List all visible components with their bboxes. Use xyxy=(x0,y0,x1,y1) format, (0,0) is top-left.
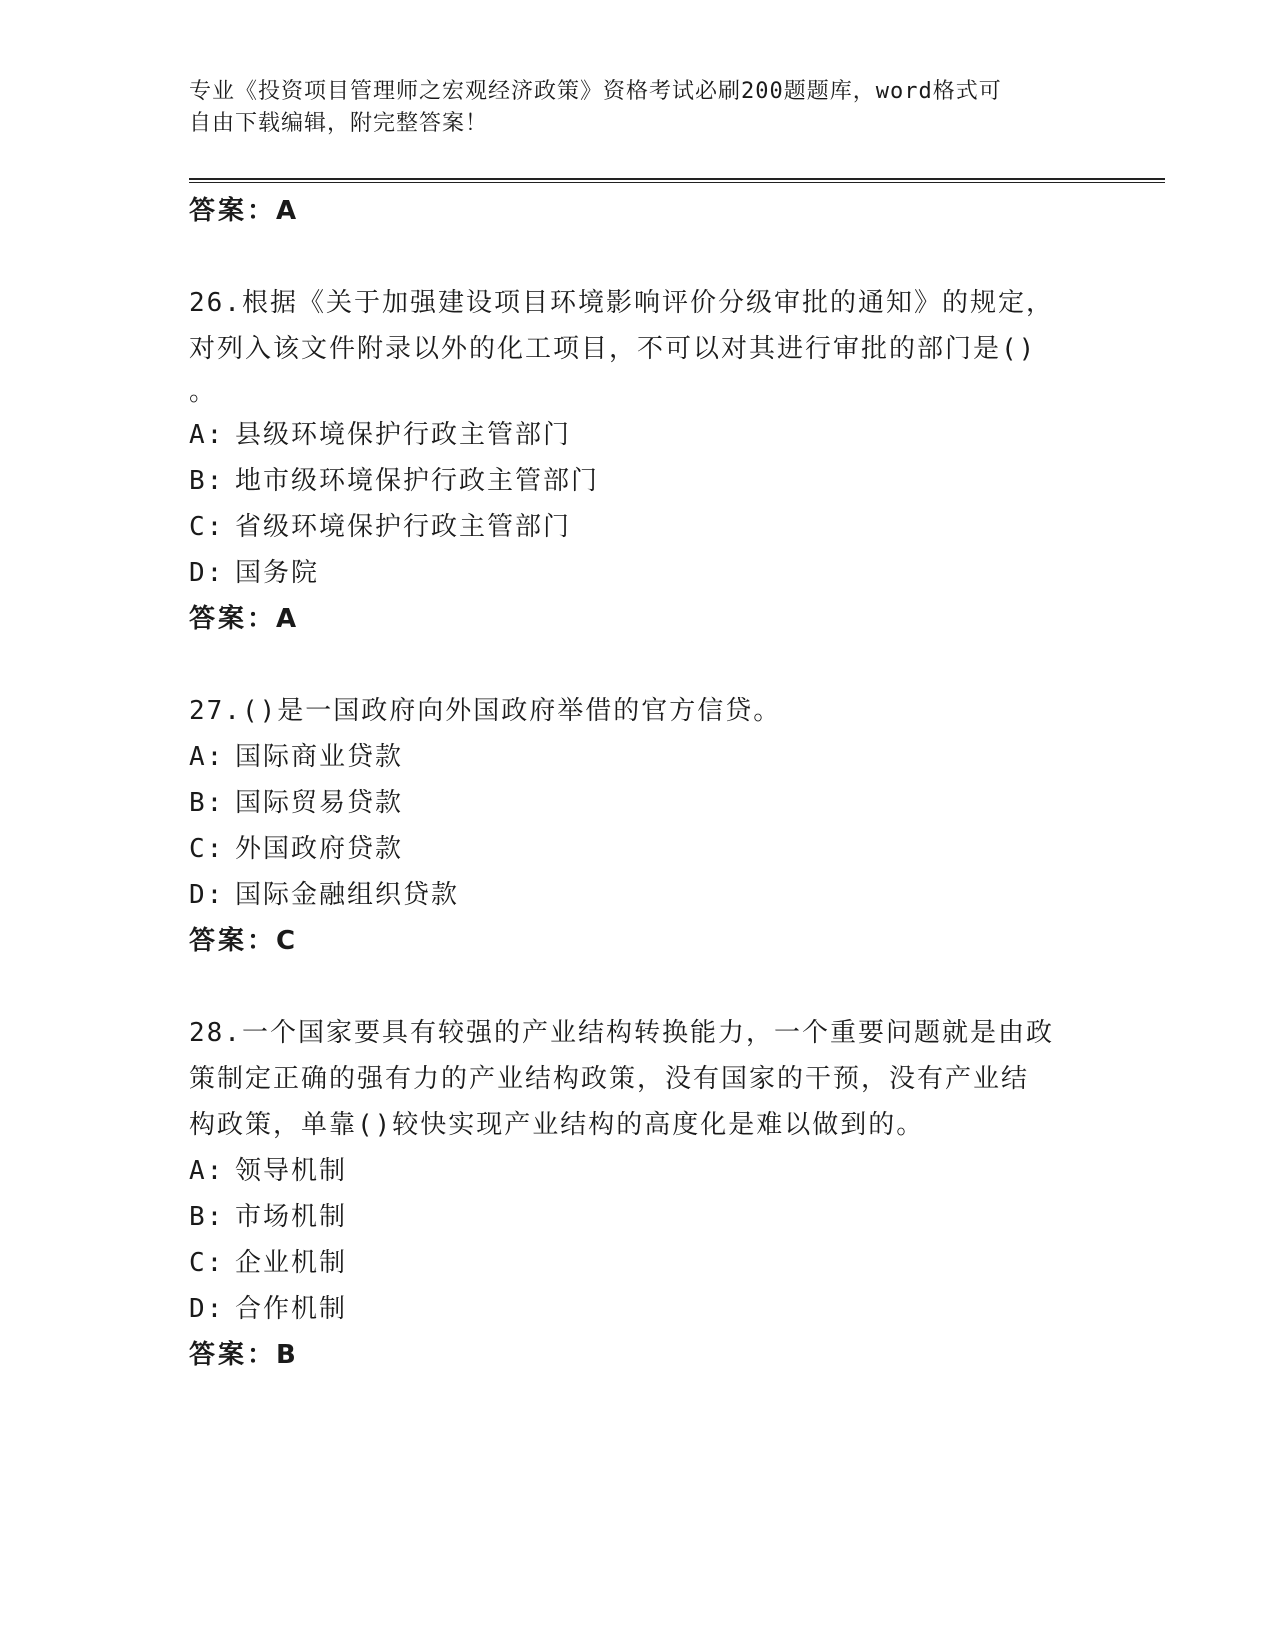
option-text: 国际商业贷款 xyxy=(235,742,404,772)
question-stem-line: 28.一个国家要具有较强的产业结构转换能力，一个重要问题就是由政 xyxy=(189,1018,1054,1048)
option-a xyxy=(189,734,1089,780)
question-stem-line: 。 xyxy=(189,377,218,407)
option-text: 合作机制 xyxy=(235,1294,348,1324)
option-key: C: xyxy=(189,834,225,864)
question-stem-line: 策制定正确的强有力的产业结构政策，没有国家的干预，没有产业结 xyxy=(189,1064,1030,1094)
answer-line: 答案：B xyxy=(189,1340,299,1370)
option-key: C: xyxy=(189,1248,225,1278)
option-b xyxy=(189,458,1089,504)
question-26 xyxy=(189,280,1089,642)
question-27 xyxy=(189,688,1089,964)
header-line-1: 专业《投资项目管理师之宏观经济政策》资格考试必刷200题题库，word格式可 xyxy=(189,79,1002,104)
option-text: 国际贸易贷款 xyxy=(235,788,404,818)
option-key: A: xyxy=(189,420,225,450)
header-line-2: 自由下载编辑，附完整答案！ xyxy=(189,111,489,136)
option-c xyxy=(189,504,1089,550)
option-c xyxy=(189,826,1089,872)
document-header xyxy=(189,76,1069,140)
option-text: 市场机制 xyxy=(235,1202,348,1232)
question-stem-line: 对列入该文件附录以外的化工项目，不可以对其进行审批的部门是() xyxy=(189,334,1037,364)
option-key: A: xyxy=(189,1156,225,1186)
option-b xyxy=(189,780,1089,826)
header-divider xyxy=(189,178,1165,183)
option-text: 地市级环境保护行政主管部门 xyxy=(235,466,600,496)
question-stem-line: 构政策，单靠()较快实现产业结构的高度化是难以做到的。 xyxy=(189,1110,925,1140)
option-key: D: xyxy=(189,1294,225,1324)
option-key: D: xyxy=(189,880,225,910)
option-key: B: xyxy=(189,466,225,496)
option-text: 外国政府贷款 xyxy=(235,834,404,864)
option-text: 领导机制 xyxy=(235,1156,348,1186)
question-stem-line: 27.()是一国政府向外国政府举借的官方信贷。 xyxy=(189,696,782,726)
answer-line: 答案：A xyxy=(189,196,300,226)
option-key: B: xyxy=(189,1202,225,1232)
option-key: C: xyxy=(189,512,225,542)
question-stem-line: 26.根据《关于加强建设项目环境影响评价分级审批的通知》的规定， xyxy=(189,288,1054,318)
answer-line: 答案：A xyxy=(189,604,300,634)
option-d xyxy=(189,550,1089,596)
question-28 xyxy=(189,1010,1089,1378)
option-text: 国务院 xyxy=(235,558,320,588)
option-text: 县级环境保护行政主管部门 xyxy=(235,420,572,450)
option-key: A: xyxy=(189,742,225,772)
option-b xyxy=(189,1194,1089,1240)
option-text: 国际金融组织贷款 xyxy=(235,880,460,910)
option-key: B: xyxy=(189,788,225,818)
option-d xyxy=(189,872,1089,918)
option-d xyxy=(189,1286,1089,1332)
option-a xyxy=(189,412,1089,458)
option-key: D: xyxy=(189,558,225,588)
question-list xyxy=(189,188,1089,1378)
answer-line: 答案：C xyxy=(189,926,299,956)
option-a xyxy=(189,1148,1089,1194)
option-c xyxy=(189,1240,1089,1286)
option-text: 企业机制 xyxy=(235,1248,348,1278)
option-text: 省级环境保护行政主管部门 xyxy=(235,512,572,542)
